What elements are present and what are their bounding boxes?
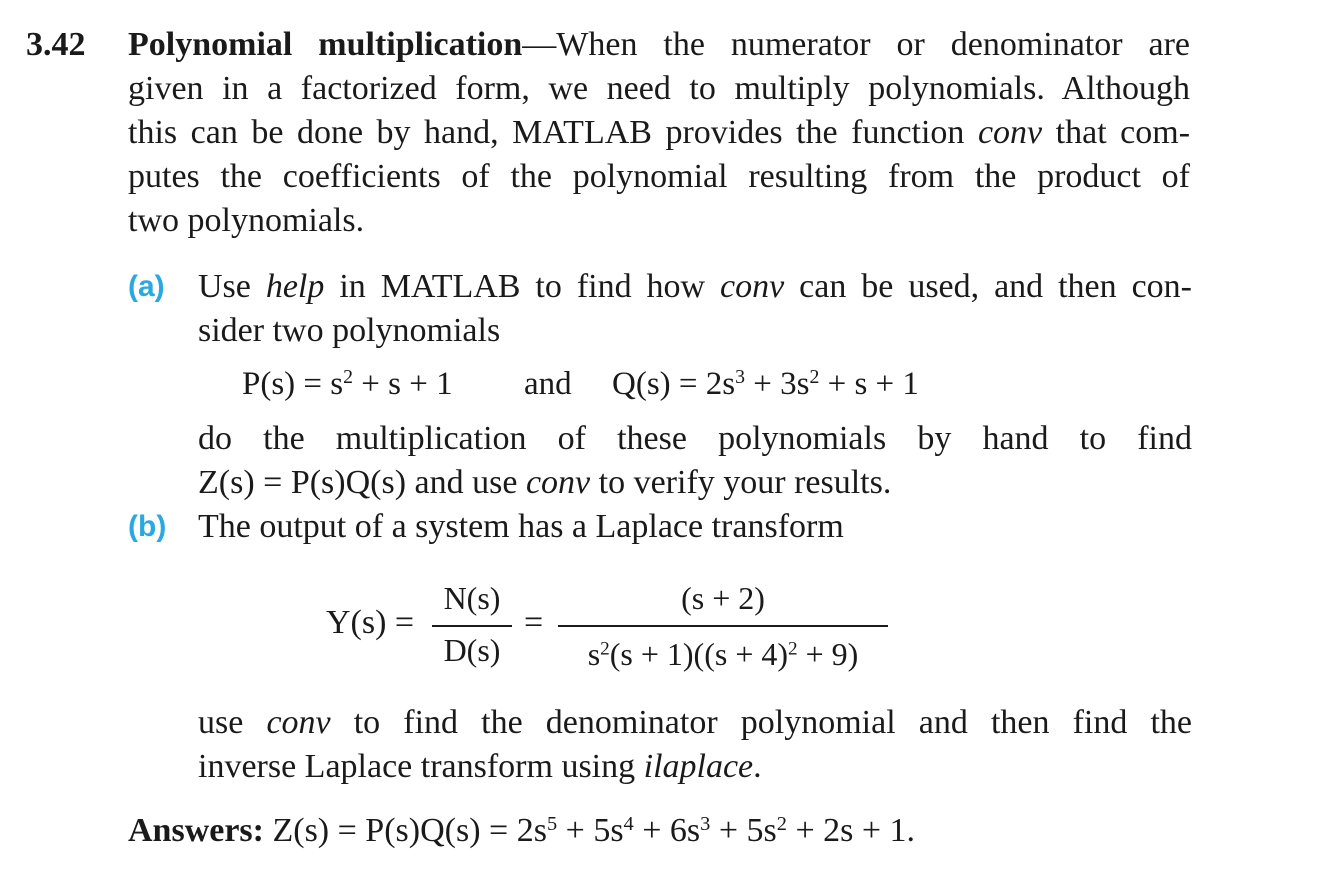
part-a-label: (a): [128, 270, 165, 303]
problem-number: 3.42: [26, 26, 86, 63]
equation-and: and: [524, 366, 572, 402]
fraction-1-bar: [432, 625, 512, 627]
conv-term: conv: [977, 114, 1043, 151]
intro-line-1: Polynomial multiplication—When the numerator or denominator are: [128, 26, 1190, 63]
part-b-line-2: use conv to find the denominator polynomial and then find the: [198, 704, 1192, 741]
intro-line-2: given in a factorized form, we need to multiply polynomials. Although: [128, 70, 1190, 107]
intro-line-5: two polynomials.: [128, 202, 365, 239]
fraction-2-bar: [558, 625, 888, 627]
equation-equals: =: [524, 604, 544, 641]
answers-label: Answers:: [128, 812, 264, 849]
part-b-line-3: inverse Laplace transform using ilaplace.: [198, 748, 762, 785]
equation-P: $P(s) = s^2 + s + 1$: [242, 366, 453, 402]
fraction-1-numerator: N(s): [443, 580, 501, 616]
part-a-line-2: sider two polynomials: [198, 312, 501, 349]
equation-Q: $Q(s) = 2s^3 + 3s^2 + s + 1$: [612, 366, 919, 402]
equation-Y-lhs: Y(s) =: [326, 604, 415, 641]
part-a-line-4: Z(s) = P(s)Q(s) and use conv to verify your results.: [198, 464, 892, 501]
part-b-line-1: The output of a system has a Laplace transform: [198, 508, 844, 545]
part-a-line-1: Use help in MATLAB to find how conv can be used, and then con-: [198, 268, 1193, 305]
fraction-2-denominator: $s^2(s + 1)((s + 4)^2 + 9)$: [587, 636, 859, 672]
intro-line-4: putes the coefficients of the polynomial resulting from the product of: [128, 158, 1190, 195]
problem-title: Polynomial multiplication: [128, 26, 523, 63]
fraction-1-denominator: D(s): [443, 632, 501, 668]
answers-line: Answers: $Z(s) = P(s)Q(s) = 2s^5 + 5s^4 + 6s^3 + 5s^2 + 2s + 1$.: [128, 812, 916, 849]
part-b-label: (b): [128, 510, 167, 543]
part-a-line-3: do the multiplication of these polynomials by hand to find: [198, 420, 1192, 457]
fraction-2-numerator: (s + 2): [681, 580, 765, 616]
intro-line-3: this can be done by hand, MATLAB provides the function conv that com-: [128, 114, 1191, 151]
